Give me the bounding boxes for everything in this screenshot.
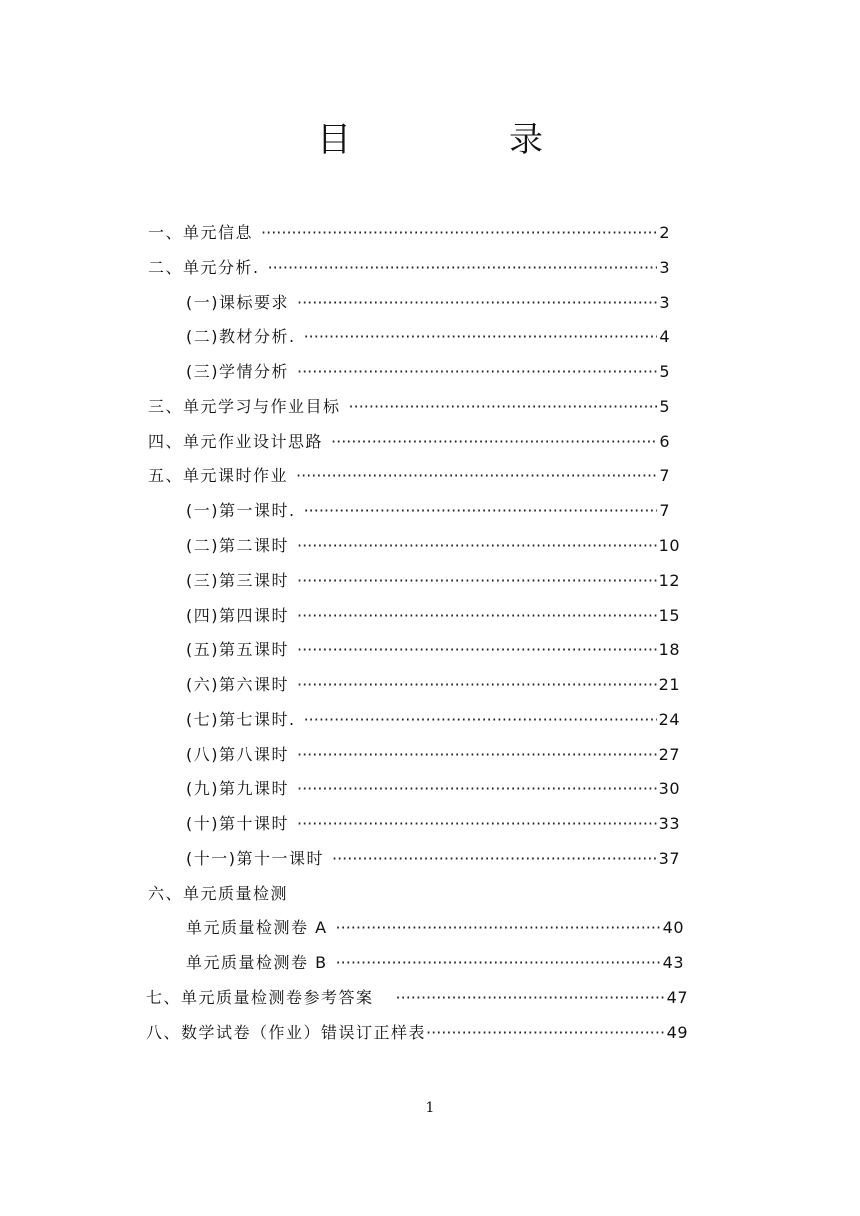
toc-entry[interactable] [186,742,680,766]
page-number: 1 [425,1100,435,1116]
toc-entry[interactable] [186,637,680,661]
dot-leader [349,397,658,416]
dot-leader [297,640,657,659]
toc-entry-page: 15 [658,606,680,625]
dot-leader [297,571,657,590]
dot-leader [336,918,661,937]
dot-leader [297,293,657,312]
toc-entry[interactable] [148,255,670,279]
dot-leader [297,814,657,833]
toc-entry[interactable] [186,324,670,348]
dot-leader [331,432,657,451]
toc-entry[interactable] [186,498,670,522]
toc-entry-label: 六、单元质量检测 [148,884,289,903]
toc-entry[interactable] [186,776,680,800]
dot-leader [268,258,658,277]
dot-leader [297,362,657,381]
toc-entry-label: 五、单元课时作业 [148,466,289,485]
toc-entry-page: 5 [659,362,670,381]
toc-entry[interactable] [146,1020,688,1044]
toc-entry-label: (六)第六课时 [186,675,289,694]
toc-entry-label: 八、数学试卷（作业）错误订正样表 [146,1023,427,1042]
toc-entry[interactable] [148,463,670,487]
dot-leader [332,849,657,868]
toc-entry-page: 3 [659,258,670,277]
toc-entry-page: 43 [662,953,684,972]
toc-section-heading[interactable] [148,881,288,905]
toc-entry-label: (十)第十课时 [186,814,289,833]
toc-entry[interactable] [186,707,680,731]
toc-entry-label: (八)第八课时 [186,745,289,764]
toc-entry[interactable] [186,846,680,870]
toc-entry-label: (七)第七课时. [186,710,296,729]
toc-entry[interactable] [148,394,670,418]
toc-entry[interactable] [186,950,684,974]
toc-entry-page: 37 [658,849,680,868]
toc-entry-page: 47 [666,988,688,1007]
toc-entry[interactable] [148,429,670,453]
toc-entry-page: 4 [659,327,670,346]
toc-entry-page: 27 [658,745,680,764]
toc-entry-label: (一)第一课时. [186,501,296,520]
toc-entry-page: 30 [658,779,680,798]
toc-entry-label: (三)学情分析 [186,362,289,381]
dot-leader [261,223,657,242]
dot-leader [336,953,661,972]
toc-entry-page: 2 [659,223,670,242]
toc-entry-page: 10 [658,536,680,555]
dot-leader [304,501,658,520]
dot-leader [297,675,657,694]
toc-title: 目 录 [317,120,605,160]
toc-entry[interactable] [186,915,684,939]
toc-entry-page: 5 [659,397,670,416]
toc-entry-label: 一、单元信息 [148,223,254,242]
toc-entry-label: 三、单元学习与作业目标 [148,397,341,416]
dot-leader [304,710,657,729]
toc-entry-label: 单元质量检测卷 B [186,953,328,972]
toc-entry-label: 单元质量检测卷 A [186,918,328,937]
dot-leader [396,988,665,1007]
dot-leader [297,779,657,798]
toc-entry-label: 七、单元质量检测卷参考答案 [146,988,374,1007]
toc-entry-page: 12 [658,571,680,590]
toc-entry-label: (九)第九课时 [186,779,289,798]
dot-leader [297,606,657,625]
toc-entry-page: 7 [659,501,670,520]
toc-entry-label: 四、单元作业设计思路 [148,432,324,451]
toc-entry-label: (四)第四课时 [186,606,289,625]
toc-entry-page: 7 [659,466,670,485]
dot-leader [426,1023,665,1042]
toc-entry-label: (三)第三课时 [186,571,289,590]
toc-entry-page: 3 [659,293,670,312]
toc-entry-page: 21 [658,675,680,694]
toc-entry-label: 二、单元分析. [148,258,260,277]
toc-entry[interactable] [186,811,680,835]
toc-entry[interactable] [186,533,680,557]
toc-entry[interactable] [186,568,680,592]
toc-entry-page: 24 [658,710,680,729]
toc-entry[interactable] [186,672,680,696]
toc-entry-label: (十一)第十一课时 [186,849,324,868]
dot-leader [296,466,657,485]
toc-entry-page: 49 [666,1023,688,1042]
toc-entry-label: (二)教材分析. [186,327,296,346]
dot-leader [304,327,658,346]
toc-entry-page: 18 [658,640,680,659]
dot-leader [297,536,657,555]
toc-entry-page: 40 [662,918,684,937]
toc-entry-label: (五)第五课时 [186,640,289,659]
toc-entry-page: 33 [658,814,680,833]
toc-entry[interactable] [148,220,670,244]
dot-leader [297,745,657,764]
toc-entry-label: (二)第二课时 [186,536,289,555]
toc-entry[interactable] [186,603,680,627]
toc-entry-label: (一)课标要求 [186,293,289,312]
toc-entry[interactable] [186,359,670,383]
toc-entry[interactable] [186,290,670,314]
toc-entry-page: 6 [659,432,670,451]
toc-entry[interactable] [146,985,688,1009]
